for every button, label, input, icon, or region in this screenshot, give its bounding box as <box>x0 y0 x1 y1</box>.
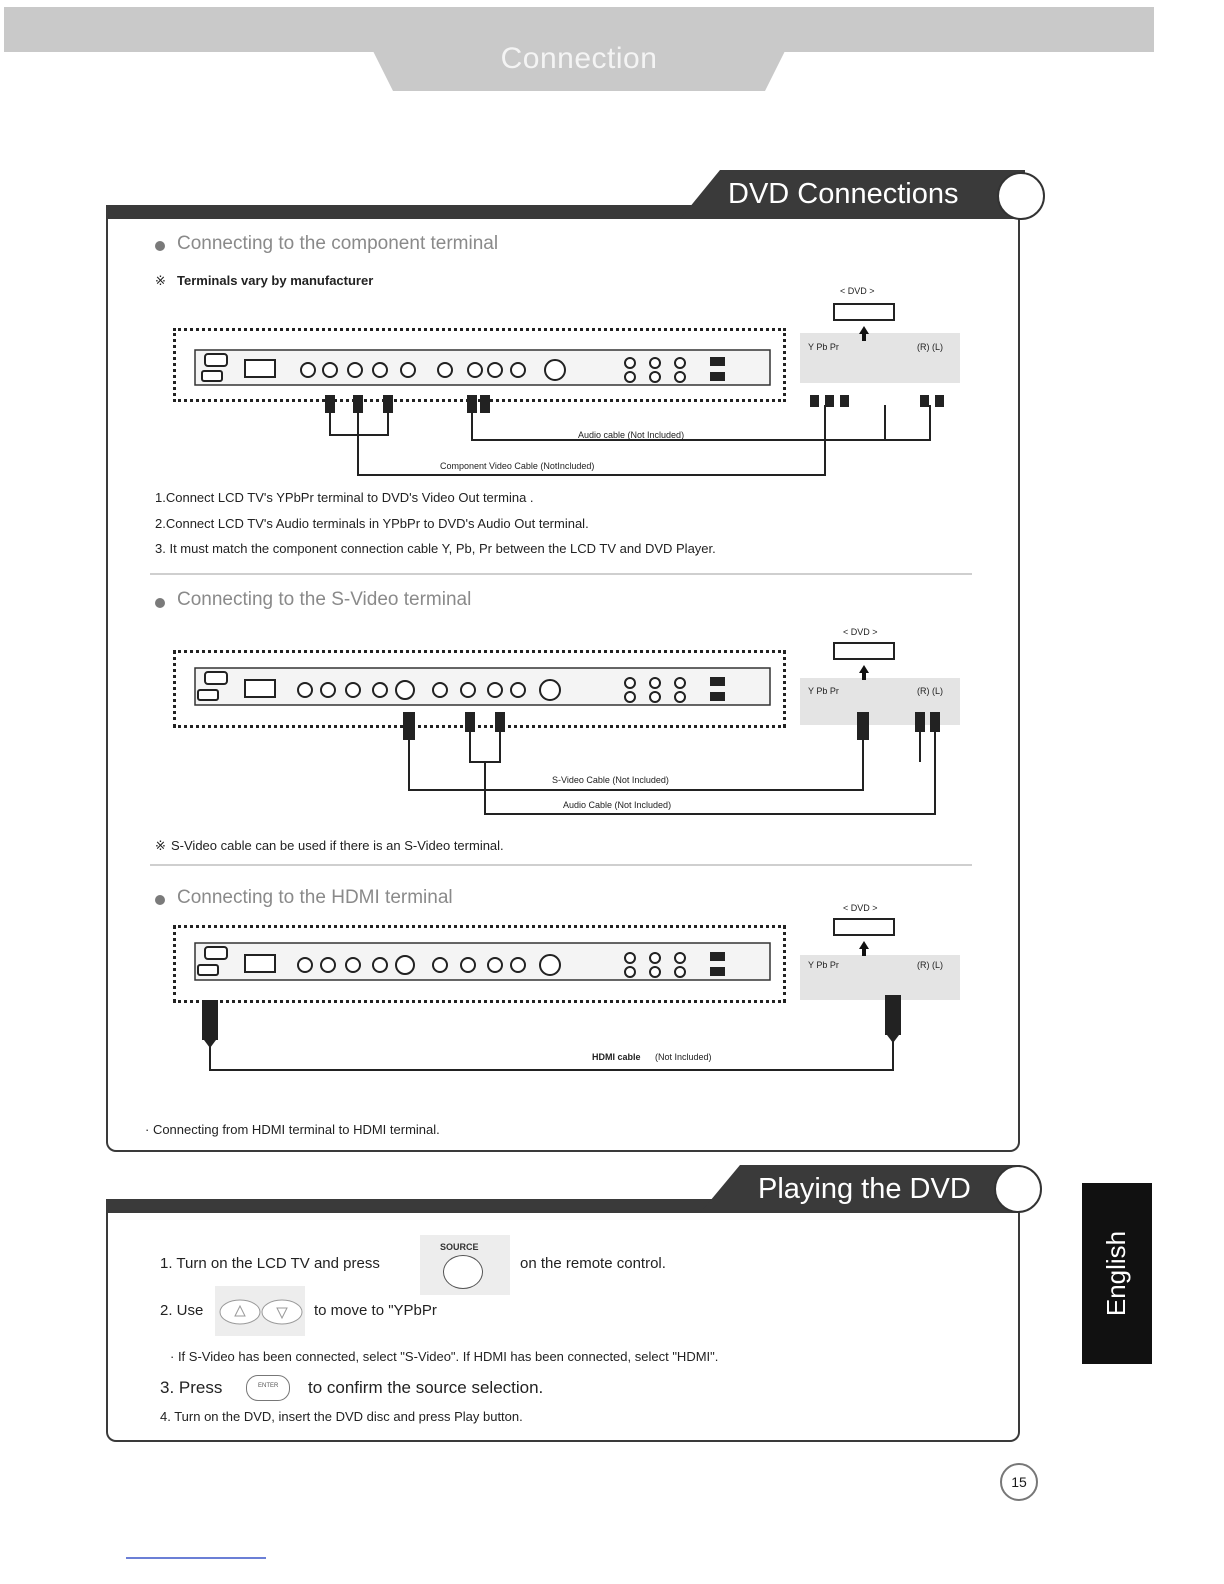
source-label: SOURCE <box>440 1242 479 1252</box>
component-cable-lines <box>300 395 960 485</box>
dvd-audio-ports: (R) (L) <box>917 686 943 696</box>
enter-label: ENTER <box>258 1383 279 1389</box>
bullet-icon <box>155 241 165 251</box>
play-step-3a: 3. Press <box>160 1378 223 1397</box>
component-video-cable-label: Component Video Cable (NotIncluded) <box>440 461 595 471</box>
hdmi-cable-label: HDMI cable <box>592 1052 641 1062</box>
audio-cable-label: Audio cable (Not Included) <box>578 430 685 440</box>
section-circle-icon <box>997 172 1045 220</box>
dvd-device-icon <box>832 302 897 342</box>
play-step-3b: to confirm the source selection. <box>308 1378 544 1397</box>
dvd-device-icon <box>832 917 897 957</box>
dvd-video-ports: Y Pb Pr <box>808 686 839 696</box>
audio-cable-label: Audio Cable (Not Included) <box>563 800 672 810</box>
svideo-note-symbol: ※ <box>155 838 166 853</box>
page-number: 15 <box>1000 1463 1038 1501</box>
component-heading: Connecting to the component terminal <box>177 233 499 254</box>
hdmi-cable-lines <box>195 995 905 1080</box>
component-note: Terminals vary by manufacturer <box>177 273 374 288</box>
play-step-2a: 2. Use <box>160 1302 204 1319</box>
play-step-1a: 1. Turn on the LCD TV and press <box>160 1255 380 1272</box>
hdmi-cable-note: (Not Included) <box>655 1052 712 1062</box>
up-down-arrow-icon <box>218 1297 304 1327</box>
page-title: Connection <box>500 42 658 75</box>
dvd-label: < DVD > <box>840 286 875 296</box>
play-step-4: 4. Turn on the DVD, insert the DVD disc and press Play button. <box>160 1409 523 1424</box>
dvd-label: < DVD > <box>843 627 878 637</box>
dvd-device-icon <box>832 641 897 681</box>
note-symbol: ※ <box>155 273 166 288</box>
dvd-label: < DVD > <box>843 903 878 913</box>
svideo-cable-label: S-Video Cable (Not Included) <box>552 775 669 785</box>
section-circle-icon <box>994 1165 1042 1213</box>
dvd-connections-bar <box>106 205 746 219</box>
svideo-heading: Connecting to the S-Video terminal <box>177 589 472 610</box>
component-step-2: 2.Connect LCD TV's Audio terminals in YPbPr to DVD's Audio Out terminal. <box>155 516 589 531</box>
play-step-2b: to move to "YPbPr <box>314 1302 437 1319</box>
language-tab-label: English <box>1101 1230 1132 1317</box>
play-step-2-note: · If S-Video has been connected, select "S-Video". If HDMI has been connected, select "HDMI". <box>170 1349 719 1364</box>
dvd-video-ports: Y Pb Pr <box>808 342 839 352</box>
playing-dvd-bar <box>106 1199 756 1213</box>
tv-terminal-strip <box>190 940 780 985</box>
component-step-1: 1.Connect LCD TV's YPbPr terminal to DVD's Video Out termina . <box>155 490 534 505</box>
language-tab-label-wrap <box>1082 1183 1152 1364</box>
tv-terminal-strip <box>190 665 780 710</box>
divider <box>150 864 972 866</box>
svideo-cable-lines <box>395 712 955 822</box>
tv-terminal-strip <box>190 345 780 390</box>
dvd-video-ports: Y Pb Pr <box>808 960 839 970</box>
divider <box>150 573 972 575</box>
svideo-note: S-Video cable can be used if there is an S-Video terminal. <box>171 838 504 853</box>
source-button-icon <box>443 1255 483 1289</box>
dvd-audio-ports: (R) (L) <box>917 960 943 970</box>
hdmi-note: · Connecting from HDMI terminal to HDMI terminal. <box>145 1122 440 1137</box>
bullet-icon <box>155 598 165 608</box>
dvd-connections-title: DVD Connections <box>728 178 959 210</box>
dvd-audio-ports: (R) (L) <box>917 342 943 352</box>
playing-dvd-title: Playing the DVD <box>758 1173 971 1205</box>
footer-link-line <box>126 1557 266 1559</box>
hdmi-heading: Connecting to the HDMI terminal <box>177 887 453 908</box>
play-step-1b: on the remote control. <box>520 1255 666 1272</box>
bullet-icon <box>155 895 165 905</box>
component-step-3: 3. It must match the component connection cable Y, Pb, Pr between the LCD TV and DVD Player. <box>155 541 716 556</box>
